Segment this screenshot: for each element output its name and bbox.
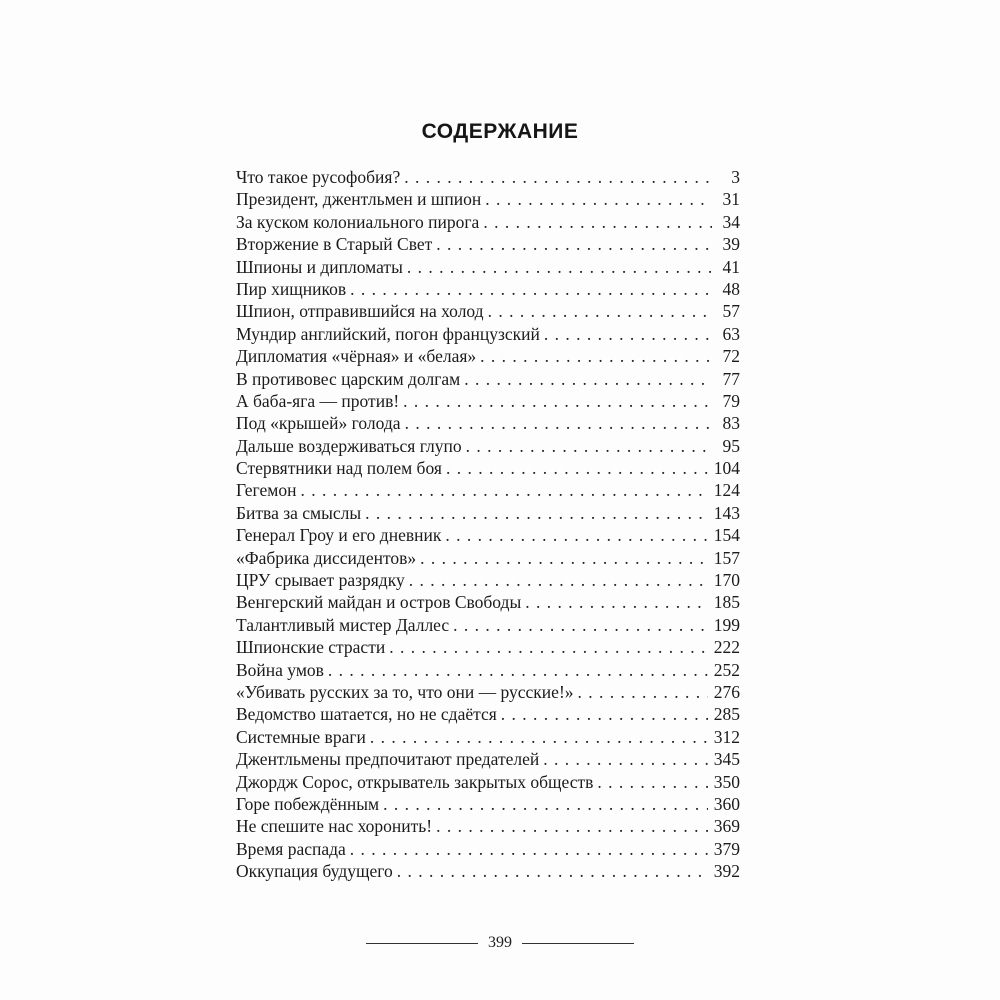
toc-entry-title: Шпион, отправившийся на холод	[236, 301, 484, 322]
toc-entry-page: 41	[722, 256, 740, 277]
toc-entry	[236, 479, 740, 501]
toc-entry-page: 3	[731, 167, 740, 187]
toc-entry	[236, 300, 740, 322]
dot-leader	[464, 368, 712, 390]
toc-entry	[236, 748, 740, 770]
toc-entry-page: 379	[713, 838, 740, 859]
toc-entry-page: 79	[722, 390, 740, 411]
dot-leader	[483, 211, 712, 233]
toc-entry-title: Война умов	[236, 659, 324, 680]
toc-entry-title: Что такое русофобия?	[236, 167, 401, 187]
toc-entry	[236, 726, 740, 748]
toc-entry-title: Оккупация будущего	[236, 861, 393, 882]
toc-entry-title: Не спешите нас хоронить!	[236, 816, 433, 837]
toc-entry-page: 39	[722, 234, 740, 255]
dot-leader	[300, 479, 707, 501]
toc-entry-title: Вторжение в Старый Свет	[236, 234, 433, 255]
toc-entry-page: 72	[722, 346, 740, 367]
dot-leader	[407, 256, 712, 278]
toc-entry-title: Время распада	[236, 838, 346, 859]
page-number: 399	[488, 934, 512, 951]
toc-entry-page: 345	[713, 749, 740, 770]
toc-entry-page: 154	[713, 525, 740, 546]
toc-entry-page: 95	[722, 435, 740, 456]
toc-entry-page: 350	[713, 771, 740, 792]
toc-entry-title: Гегемон	[236, 480, 297, 501]
toc-entry-title: За куском колониального пирога	[236, 211, 480, 232]
toc-entry-title: Стервятники над полем боя	[236, 458, 442, 479]
toc-entry	[236, 233, 740, 255]
toc-entry-title: Системные враги	[236, 726, 366, 747]
toc-entry-title: Шпионы и дипломаты	[236, 256, 403, 277]
toc-entry	[236, 771, 740, 793]
page-title: СОДЕРЖАНИЕ	[421, 120, 579, 143]
toc-entry-page: 170	[713, 570, 740, 591]
toc-entry-page: 124	[713, 480, 740, 501]
toc-entry	[236, 278, 740, 300]
toc-entry-page: 222	[713, 637, 740, 658]
toc-entry	[236, 614, 740, 636]
toc-entry	[236, 435, 740, 457]
toc-entry-title: Ведомство шатается, но не сдаётся	[236, 704, 497, 725]
dot-leader	[403, 390, 712, 412]
toc-entry	[236, 412, 740, 434]
toc-entry	[236, 188, 740, 210]
dot-leader	[365, 502, 708, 524]
toc-entry-page: 63	[722, 323, 740, 344]
toc-entry-title: Горе побеждённым	[236, 793, 380, 814]
toc-entry-page: 392	[713, 861, 740, 882]
dot-leader	[543, 748, 708, 770]
toc-entry-page: 369	[713, 816, 740, 837]
table-of-contents	[236, 166, 740, 883]
dot-leader	[383, 793, 708, 815]
toc-entry	[236, 345, 740, 367]
toc-entry-page: 143	[713, 502, 740, 523]
toc-entry	[236, 256, 740, 278]
toc-entry	[236, 703, 740, 725]
dot-leader	[578, 681, 708, 703]
toc-entry-page: 312	[713, 726, 740, 747]
toc-entry	[236, 368, 740, 390]
toc-entry	[236, 569, 740, 591]
toc-entry-page: 31	[722, 189, 740, 210]
dot-leader	[420, 547, 708, 569]
dot-leader	[405, 412, 712, 434]
toc-entry	[236, 636, 740, 658]
toc-entry-title: Мундир английский, погон французский	[236, 323, 540, 344]
toc-entry-title: В противовес царским долгам	[236, 368, 461, 389]
toc-entry-page: 199	[713, 614, 740, 635]
footer-rule-right	[522, 943, 634, 944]
toc-entry	[236, 793, 740, 815]
toc-entry	[236, 838, 740, 860]
toc-entry-page: 48	[722, 278, 740, 299]
toc-entry-page: 360	[713, 793, 740, 814]
toc-entry-page: 276	[713, 681, 740, 702]
dot-leader	[488, 300, 712, 322]
dot-leader	[480, 345, 712, 367]
toc-entry-title: Венгерский майдан и остров Свободы	[236, 592, 522, 613]
toc-entry	[236, 166, 740, 188]
footer-rule-left	[366, 943, 478, 944]
toc-entry	[236, 502, 740, 524]
toc-entry-page: 57	[722, 301, 740, 322]
dot-leader	[544, 323, 712, 345]
dot-leader	[485, 188, 712, 210]
dot-leader	[350, 838, 708, 860]
toc-entry	[236, 457, 740, 479]
toc-entry-title: «Фабрика диссидентов»	[236, 547, 417, 568]
toc-entry-page: 157	[713, 547, 740, 568]
dot-leader	[389, 636, 708, 658]
toc-entry-title: ЦРУ срывает разрядку	[236, 570, 405, 591]
toc-entry-title: Джордж Сорос, открыватель закрытых обществ	[236, 771, 594, 792]
dot-leader	[409, 569, 708, 591]
toc-entry-title: Дальше воздерживаться глупо	[236, 435, 462, 456]
toc-entry	[236, 547, 740, 569]
toc-entry-title: Джентльмены предпочитают предателей	[236, 749, 540, 770]
page-footer	[0, 934, 1000, 952]
toc-entry	[236, 591, 740, 613]
toc-entry-page: 34	[722, 211, 740, 232]
dot-leader	[446, 457, 708, 479]
toc-entry-title: Талантливый мистер Даллес	[236, 614, 450, 635]
dot-leader	[466, 435, 712, 457]
dot-leader	[453, 614, 708, 636]
toc-entry-title: Генерал Гроу и его дневник	[236, 525, 442, 546]
toc-entry	[236, 681, 740, 703]
dot-leader	[597, 771, 707, 793]
dot-leader	[370, 726, 708, 748]
toc-entry	[236, 390, 740, 412]
toc-entry	[236, 860, 740, 882]
dot-leader	[501, 703, 708, 725]
toc-entry	[236, 211, 740, 233]
toc-entry	[236, 323, 740, 345]
dot-leader	[436, 233, 712, 255]
toc-entry-title: Битва за смыслы	[236, 502, 362, 523]
toc-entry-title: Шпионские страсти	[236, 637, 386, 658]
toc-entry-page: 77	[722, 368, 740, 389]
dot-leader	[397, 860, 708, 882]
dot-leader	[404, 166, 712, 188]
toc-entry-title: «Убивать русских за то, что они — русские!»	[236, 681, 574, 702]
toc-entry-page: 185	[713, 592, 740, 613]
toc-entry-title: Под «крышей» голода	[236, 413, 401, 434]
toc-entry-title: Президент, джентльмен и шпион	[236, 189, 482, 210]
dot-leader	[436, 815, 708, 837]
toc-entry	[236, 524, 740, 546]
toc-entry-page: 252	[713, 659, 740, 680]
toc-entry	[236, 815, 740, 837]
toc-entry-page: 83	[722, 413, 740, 434]
toc-entry-page: 104	[713, 458, 740, 479]
dot-leader	[350, 278, 712, 300]
dot-leader	[328, 659, 708, 681]
toc-entry-title: Пир хищников	[236, 278, 347, 299]
toc-entry	[236, 659, 740, 681]
toc-entry-title: Дипломатия «чёрная» и «белая»	[236, 346, 477, 367]
dot-leader	[445, 524, 707, 546]
dot-leader	[525, 591, 708, 613]
toc-entry-title: А баба-яга — против!	[236, 390, 400, 411]
toc-entry-page: 285	[713, 704, 740, 725]
